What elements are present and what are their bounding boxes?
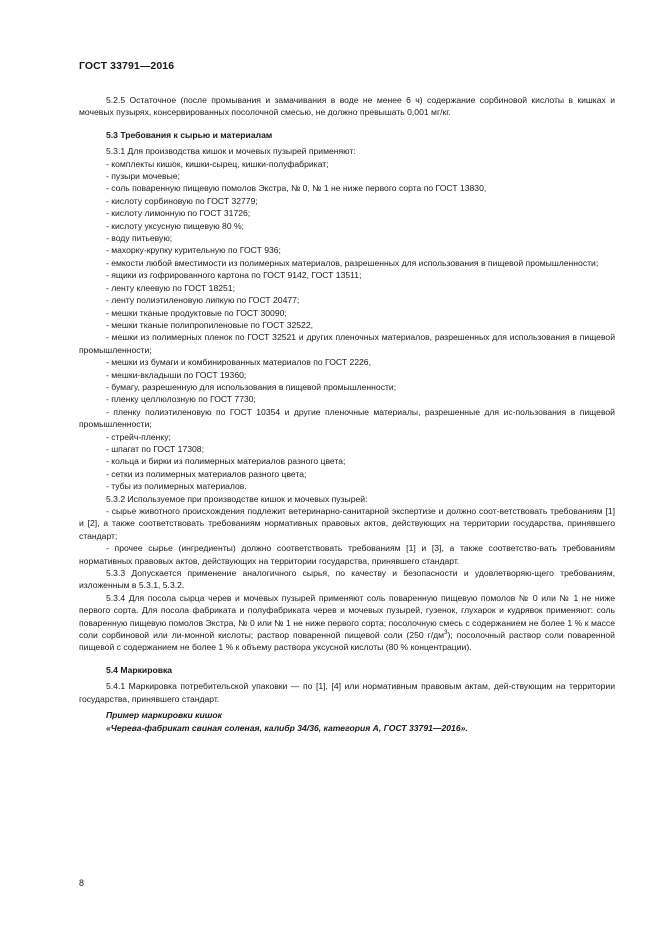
paragraph-5-3-4	[79, 592, 615, 654]
list-item: - махорку-крупку курительную по ГОСТ 936;	[106, 245, 281, 256]
list-item: - мешки из бумаги и комбинированных материалов по ГОСТ 2226,	[106, 357, 371, 368]
example-title: Пример маркировки кишок	[106, 710, 222, 721]
paragraph-5-4-1: 5.4.1 Маркировка потребительской упаковки — по [1], [4] или нормативным правовым актам, дей-ствующим на территории государства, принявшего стандарт.	[79, 681, 615, 704]
list-item: - шпагат по ГОСТ 17308;	[106, 443, 204, 454]
example-text: «Черева-фабрикат свиная соленая, калибр 34/36, категория А, ГОСТ 33791—2016».	[106, 722, 468, 733]
list-item: - пузыри мочевые;	[106, 171, 180, 182]
list-item: - кислоту лимонную по ГОСТ 31726;	[106, 208, 251, 219]
list-item: - тубы из полимерных материалов.	[106, 481, 247, 492]
section-heading-5-3: 5.3 Требования к сырью и материалам	[106, 129, 273, 140]
paragraph-5-3-4-after: ); посолочный раствор соли поваренной пищевой с содержанием не более 1 % к объему раствора уксусной кислоты (80 % концентрации).	[79, 630, 615, 653]
list-item: - ленту клеевую по ГОСТ 18251;	[106, 282, 235, 293]
list-item: - мешки-вкладыши по ГОСТ 19360;	[106, 369, 247, 380]
list-item: - пленку полиэтиленовую по ГОСТ 10354 и другие пленочные материалы, разрешенные для ис-пользования в пищевой промышленности;	[79, 406, 615, 430]
list-item: - кислоту сорбиновую по ГОСТ 32779;	[106, 195, 258, 206]
paragraph-5-3-3: 5.3.3 Допускается применение аналогичного сырья, по качеству и безопасности и удовлетворяю-щего требованиям, изложенным в 5.3.1, 5.3.2.	[79, 568, 615, 591]
list-item: - комплекты кишок, кишки-сырец, кишки-полуфабрикат;	[106, 158, 329, 169]
list-item: - мешки тканые полипропиленовые по ГОСТ 32522,	[106, 319, 314, 330]
paragraph-5-3-4-before: 5.3.4 Для посола сырца черев и мочевых пузырей применяют соль поваренную пищевую помолов № 0 или № 1 не ниже первого сорта. Для посола фабриката и полуфабриката черев и мочевых пузырей, гузенок, глухарок и кудрявок применяют: соль поваренную пищевую помолов Экстра, № 0 или № 1 не ниже первого сорта; посолочную смесь с содержанием не более 1 % к массе соли сорбиновой или ли-монной кислоты; раствор поваренной пищевой соли (250 г/дм	[79, 592, 615, 641]
page-number: 8	[79, 878, 85, 888]
list-item: - емкости любой вместимости из полимерных материалов, разрешенных для использования в пищевой промышленности;	[106, 257, 599, 268]
list-item: - сырье животного происхождения подлежит ветеринарно-санитарной экспертизе и должно соот-ветствовать требованиям [1] и [2], а также соответствовать требованиям нормативных правовых актов, действующих на территории государства, принявшего стандарт;	[79, 506, 615, 541]
list-item: - мешки из полимерных пленок по ГОСТ 32521 и других пленочных материалов, разрешенных для использования в пищевой промышленности;	[79, 332, 615, 355]
list-item: - ящики из гофрированного картона по ГОСТ 9142, ГОСТ 13511;	[106, 270, 362, 281]
document-body	[79, 94, 615, 734]
list-item: - ленту полиэтиленовую липкую по ГОСТ 20477;	[106, 295, 300, 306]
superscript-3: 3	[444, 630, 448, 637]
list-item: - бумагу, разрешенную для использования в пищевой промышленности;	[106, 381, 397, 392]
list-item: - кольца и бирки из полимерных материалов разного цвета;	[106, 456, 346, 467]
list-item: - прочее сырье (ингредиенты) должно соответствовать требованиям [1] и [3], а также соответство-вать требованиям нормативных правовых актов, действующих на территории государства, принявшего стандарт.	[79, 543, 615, 566]
list-item: - кислоту уксусную пищевую 80 %;	[106, 220, 245, 231]
list-item: - соль поваренную пищевую помолов Экстра, № 0, № 1 не ниже первого сорта по ГОСТ 13830,	[106, 183, 487, 194]
paragraph-5-3-2: 5.3.2 Используемое при производстве кишок и мочевых пузырей:	[106, 493, 368, 504]
list-item: - мешки тканые продуктовые по ГОСТ 30090;	[106, 307, 287, 318]
standard-header: ГОСТ 33791—2016	[79, 60, 175, 72]
section-heading-5-4: 5.4 Маркировка	[106, 664, 173, 675]
paragraph-5-3-1: 5.3.1 Для производства кишок и мочевых пузырей применяют:	[106, 146, 356, 157]
list-item: - пленку целлюлозную по ГОСТ 7730;	[106, 394, 256, 405]
list-item: - воду питьевую;	[106, 233, 173, 244]
materials-list	[79, 158, 615, 493]
list-item: - сетки из полимерных материалов разного цвета;	[106, 468, 307, 479]
raw-materials-list	[79, 505, 615, 567]
paragraph-5-2-5: 5.2.5 Остаточное (после промывания и замачивания в воде не менее 6 ч) содержание сорбиновой кислоты в кишках и мочевых пузырях, консервированных посолочной смесью, не должно превышать 0,001 мг/кг.	[79, 95, 615, 118]
list-item: - стрейч-пленку;	[106, 431, 171, 442]
